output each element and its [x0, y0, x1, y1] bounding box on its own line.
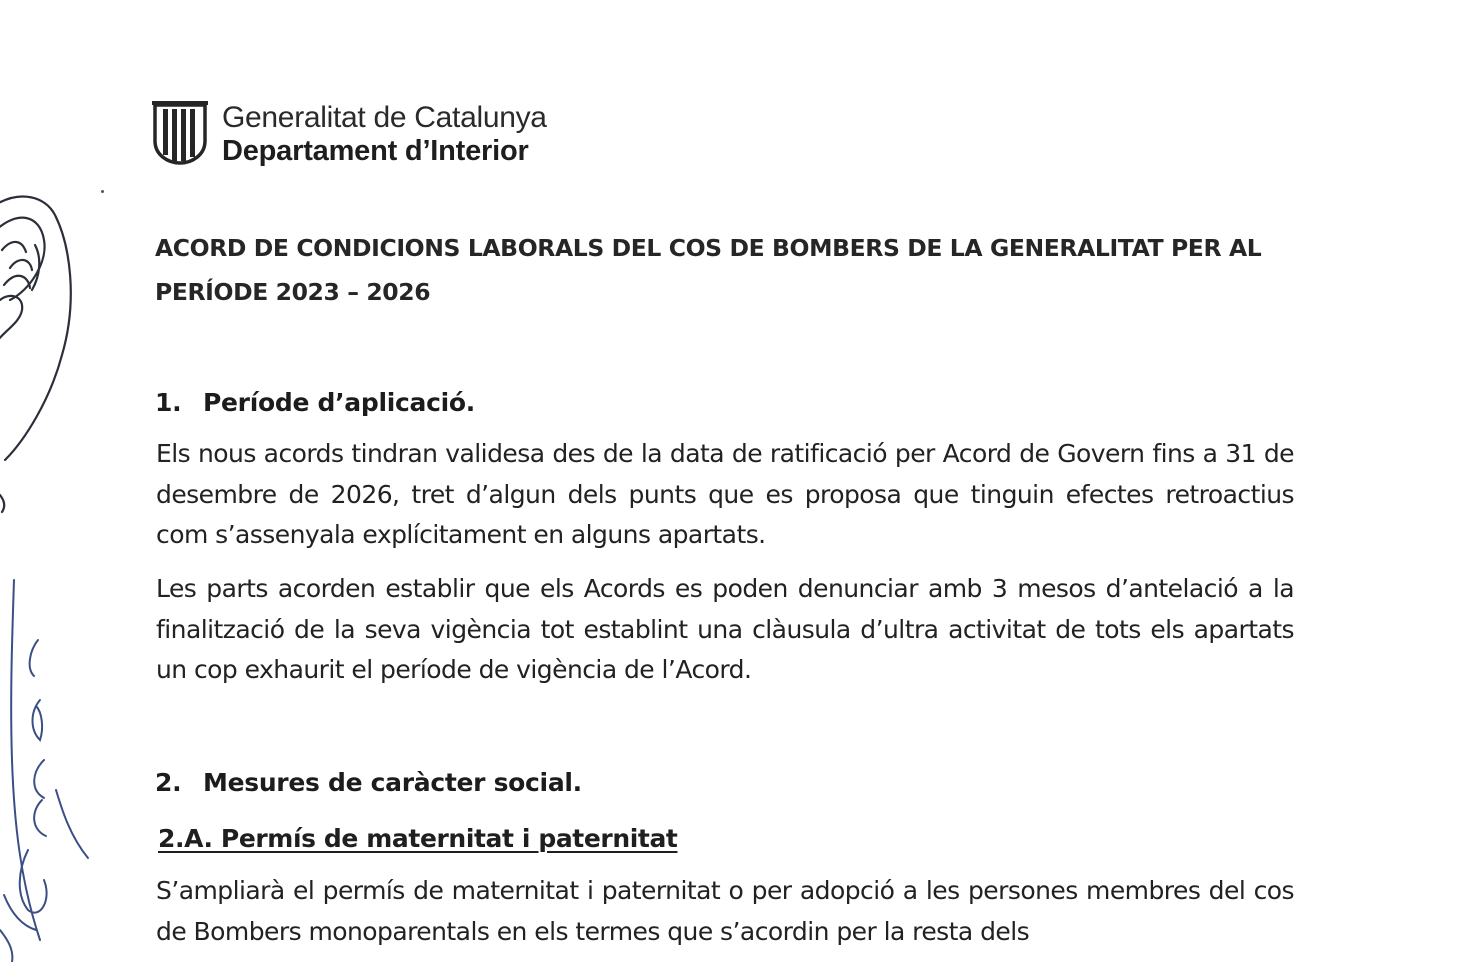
department-name: Departament d’Interior [222, 135, 529, 167]
section-number: 1. [155, 388, 182, 417]
signature-blue [0, 580, 88, 962]
section-heading-1 [155, 386, 475, 420]
signature-initials-black [0, 197, 71, 512]
handwritten-signatures [0, 0, 160, 962]
organization-name: Generalitat de Catalunya [222, 101, 547, 134]
section-number: 2. [155, 768, 182, 797]
ink-speck [101, 190, 104, 193]
paragraph-parental-leave: S’ampliarà el permís de maternitat i paternitat o per adopció a les persones membres del cos de Bombers monoparentals en els termes que s’acordin per la resta dels [156, 876, 1294, 946]
section-title: Mesures de caràcter social. [203, 768, 582, 797]
subsection-heading-2a: 2.A. Permís de maternitat i paternitat [158, 824, 678, 853]
catalan-government-emblem-icon [152, 101, 208, 165]
paragraph-termination-clause: Les parts acorden establir que els Acords es poden denunciar amb 3 mesos d’antelació a la finalització de la seva vigència tot establint una clàusula d’ultra activitat de tots els apartats un cop exhaurit el període de vigència de l’Acord. [156, 574, 1294, 684]
document-title: ACORD DE CONDICIONS LABORALS DEL COS DE BOMBERS DE LA GENERALITAT PER AL PERÍODE 2023 – 2026 [155, 234, 1262, 306]
section-heading-2 [155, 766, 582, 800]
paragraph-application-period: Els nous acords tindran validesa des de la data de ratificació per Acord de Govern fins a 31 de desembre de 2026, tret d’algun dels punts que es proposa que tinguin efectes retroactius com s’assenyala explícitament en alguns apartats. [156, 439, 1294, 549]
letterhead [152, 100, 612, 168]
section-title: Període d’aplicació. [203, 388, 475, 417]
